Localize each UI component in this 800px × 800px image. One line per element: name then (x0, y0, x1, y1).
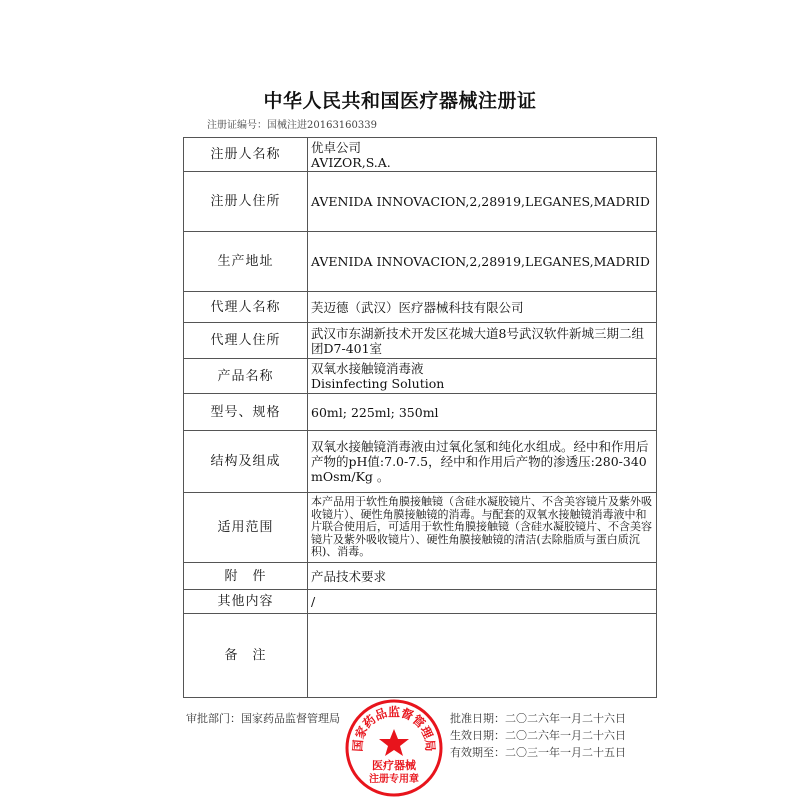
label: 注册人名称 (184, 138, 308, 172)
value: 优卓公司 AVIZOR,S.A. (308, 138, 657, 172)
label: 结构及组成 (184, 431, 308, 493)
label: 其他内容 (184, 590, 308, 614)
value: AVENIDA INNOVACION,2,28919,LEGANES,MADRID (308, 232, 657, 292)
label: 备 注 (184, 614, 308, 698)
seal-center-text-1: 医疗器械 (372, 759, 416, 772)
value: 武汉市东湖新技术开发区花城大道8号武汉软件新城三期二组团D7-401室 (308, 323, 657, 359)
label: 产品名称 (184, 359, 308, 394)
label: 代理人住所 (184, 323, 308, 359)
value: / (308, 590, 657, 614)
label: 注册人住所 (184, 172, 308, 232)
approval-date: 批准日期：二〇二六年一月二十六日 (450, 712, 626, 725)
value: 产品技术要求 (308, 563, 657, 590)
seal-ring-text: 国家药品监督管理局 (350, 704, 438, 753)
approval-authority: 审批部门：国家药品监督管理局 (186, 712, 340, 725)
label: 适用范围 (184, 493, 308, 563)
value: 60ml; 225ml; 350ml (308, 394, 657, 431)
value: 芙迈德（武汉）医疗器械科技有限公司 (308, 292, 657, 323)
label: 附 件 (184, 563, 308, 590)
value: 双氧水接触镜消毒液 Disinfecting Solution (308, 359, 657, 394)
registration-number: 注册证编号：国械注进20163160339 (207, 120, 377, 131)
label: 生产地址 (184, 232, 308, 292)
certificate-table (183, 137, 657, 698)
value: 本产品用于软性角膜接触镜（含硅水凝胶镜片、不含美容镜片及紫外吸收镜片）、硬性角膜接触镜的消毒。与配套的双氧水接触镜消毒液中和片联合使用后，可适用于软性角膜接触镜（含硅水凝胶镜片、不含美容镜片及紫外吸收镜片）、硬性角膜接触镜的清洁(去除脂质与蛋白质沉积)、消毒。 (308, 493, 657, 563)
value (308, 614, 657, 698)
label: 代理人名称 (184, 292, 308, 323)
expiry-date: 有效期至：二〇三一年一月二十五日 (450, 746, 626, 759)
seal-center-text-2: 注册专用章 (369, 774, 419, 785)
value: AVENIDA INNOVACION,2,28919,LEGANES,MADRID (308, 172, 657, 232)
official-seal-icon (344, 698, 444, 798)
effective-date: 生效日期：二〇二六年一月二十六日 (450, 729, 626, 742)
value: 双氧水接触镜消毒液由过氧化氢和纯化水组成。经中和作用后产物的pH值:7.0-7.5，经中和作用后产物的渗透压:280-340 mOsm/Kg 。 (308, 431, 657, 493)
document-title: 中华人民共和国医疗器械注册证 (263, 90, 537, 112)
label: 型号、规格 (184, 394, 308, 431)
